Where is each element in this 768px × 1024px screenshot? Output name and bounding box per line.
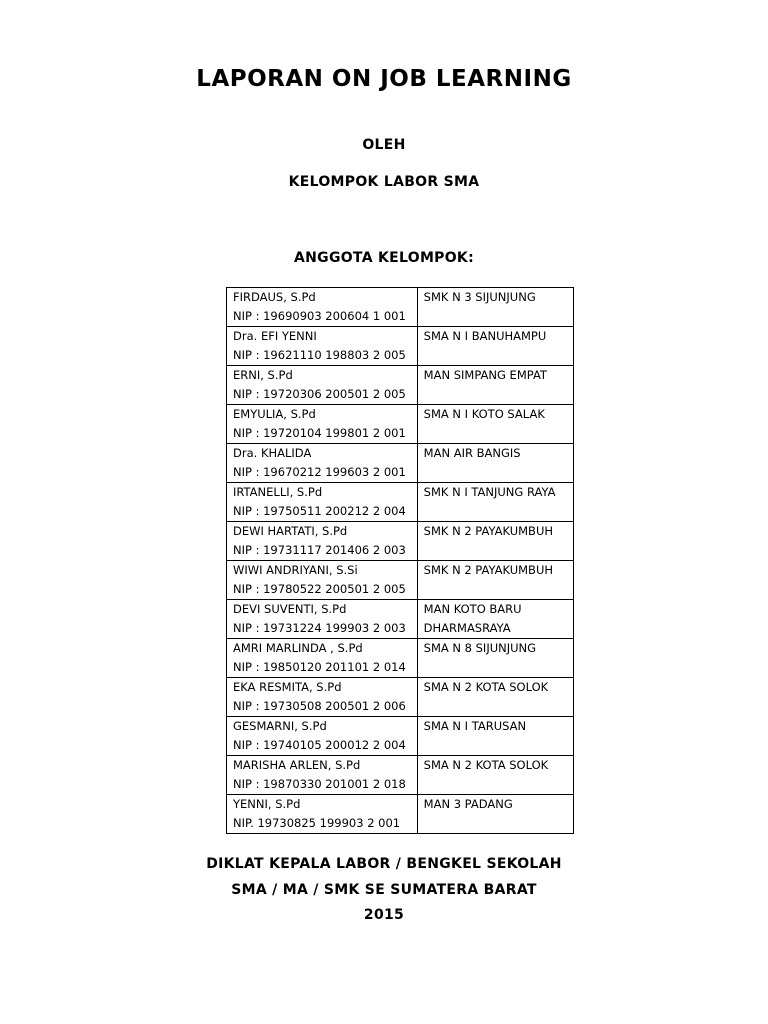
footer-region: SMA / MA / SMK SE SUMATERA BARAT <box>231 882 537 898</box>
member-name: GESMARNI, S.Pd <box>233 719 327 733</box>
members-heading: ANGGOTA KELOMPOK: <box>294 250 474 266</box>
member-name: Dra. KHALIDA <box>233 446 312 460</box>
table-row <box>227 561 574 600</box>
member-name: DEWI HARTATI, S.Pd <box>233 524 348 538</box>
member-school: MAN AIR BANGIS <box>423 446 521 460</box>
member-school: SMK N 2 PAYAKUMBUH <box>423 524 554 538</box>
member-name-cell <box>227 756 418 795</box>
member-nip: NIP : 19780522 200501 2 005 <box>233 582 406 596</box>
member-school-cell <box>417 366 573 405</box>
member-nip: NIP : 19850120 201101 2 014 <box>233 660 406 674</box>
table-row <box>227 366 574 405</box>
table-row <box>227 405 574 444</box>
member-nip: NIP. 19730825 199903 2 001 <box>233 816 401 830</box>
member-school: SMA N I TARUSAN <box>423 719 527 733</box>
member-name-cell <box>227 717 418 756</box>
member-school-cell <box>417 756 573 795</box>
member-school: MAN SIMPANG EMPAT <box>423 368 547 382</box>
member-name-cell <box>227 366 418 405</box>
member-name: YENNI, S.Pd <box>233 797 301 811</box>
member-name: MARISHA ARLEN, S.Pd <box>233 758 361 772</box>
member-nip: NIP : 19720306 200501 2 005 <box>233 387 406 401</box>
member-name: AMRI MARLINDA , S.Pd <box>233 641 363 655</box>
member-nip: NIP : 19690903 200604 1 001 <box>233 309 406 323</box>
member-name-cell <box>227 678 418 717</box>
table-row <box>227 444 574 483</box>
member-name: ERNI, S.Pd <box>233 368 293 382</box>
report-title: LAPORAN ON JOB LEARNING <box>196 66 572 92</box>
member-school: SMA N I KOTO SALAK <box>423 407 545 421</box>
table-row <box>227 522 574 561</box>
member-school-cell <box>417 288 573 327</box>
member-name-cell <box>227 561 418 600</box>
member-school-cell <box>417 561 573 600</box>
by-label: OLEH <box>362 137 406 153</box>
member-school-cell <box>417 795 573 834</box>
member-name-cell <box>227 327 418 366</box>
member-name: EMYULIA, S.Pd <box>233 407 316 421</box>
member-name-cell <box>227 288 418 327</box>
member-nip: NIP : 19730508 200501 2 006 <box>233 699 406 713</box>
table-row <box>227 483 574 522</box>
member-school: SMK N 3 SIJUNJUNG <box>423 290 536 304</box>
member-name-cell <box>227 483 418 522</box>
member-nip: NIP : 19720104 199801 2 001 <box>233 426 406 440</box>
member-name-cell <box>227 405 418 444</box>
member-name: IRTANELLI, S.Pd <box>233 485 323 499</box>
table-row <box>227 600 574 639</box>
members-table-body <box>227 288 574 834</box>
group-name: KELOMPOK LABOR SMA <box>288 174 480 190</box>
member-school: SMA N 2 KOTA SOLOK <box>423 758 549 772</box>
member-name: Dra. EFI YENNI <box>233 329 317 343</box>
member-nip: NIP : 19750511 200212 2 004 <box>233 504 406 518</box>
member-name-cell <box>227 600 418 639</box>
member-school-cell <box>417 444 573 483</box>
footer-training-name: DIKLAT KEPALA LABOR / BENGKEL SEKOLAH <box>206 856 562 872</box>
member-school-cell <box>417 522 573 561</box>
member-nip: NIP : 19731117 201406 2 003 <box>233 543 406 557</box>
member-name-cell <box>227 522 418 561</box>
footer-year: 2015 <box>363 907 405 923</box>
member-school: MAN 3 PADANG <box>423 797 513 811</box>
table-row <box>227 756 574 795</box>
member-name-cell <box>227 795 418 834</box>
member-school-cell <box>417 678 573 717</box>
member-school: MAN KOTO BARU <box>423 602 522 616</box>
member-nip: NIP : 19670212 199603 2 001 <box>233 465 406 479</box>
member-school-cell <box>417 327 573 366</box>
member-school: SMA N 8 SIJUNJUNG <box>423 641 537 655</box>
member-name: FIRDAUS, S.Pd <box>233 290 316 304</box>
member-name: DEVI SUVENTI, S.Pd <box>233 602 347 616</box>
member-name-cell <box>227 444 418 483</box>
table-row <box>227 639 574 678</box>
table-row <box>227 678 574 717</box>
member-name: EKA RESMITA, S.Pd <box>233 680 342 694</box>
table-row <box>227 288 574 327</box>
member-nip: NIP : 19870330 201001 2 018 <box>233 777 406 791</box>
members-table <box>226 287 574 834</box>
member-nip: NIP : 19731224 199903 2 003 <box>233 621 406 635</box>
member-school: SMA N 2 KOTA SOLOK <box>423 680 549 694</box>
member-school-cell <box>417 405 573 444</box>
member-school: SMK N 2 PAYAKUMBUH <box>423 563 554 577</box>
member-school: SMK N I TANJUNG RAYA <box>423 485 556 499</box>
table-row <box>227 327 574 366</box>
table-row <box>227 717 574 756</box>
member-school: SMA N I BANUHAMPU <box>423 329 547 343</box>
table-row <box>227 795 574 834</box>
member-nip: NIP : 19740105 200012 2 004 <box>233 738 406 752</box>
member-school-cell <box>417 600 573 639</box>
member-name: WIWI ANDRIYANI, S.Si <box>233 563 358 577</box>
member-school-cell <box>417 483 573 522</box>
member-school-cell <box>417 639 573 678</box>
member-nip: NIP : 19621110 198803 2 005 <box>233 348 406 362</box>
member-name-cell <box>227 639 418 678</box>
member-school-cell <box>417 717 573 756</box>
member-school: DHARMASRAYA <box>423 621 511 635</box>
